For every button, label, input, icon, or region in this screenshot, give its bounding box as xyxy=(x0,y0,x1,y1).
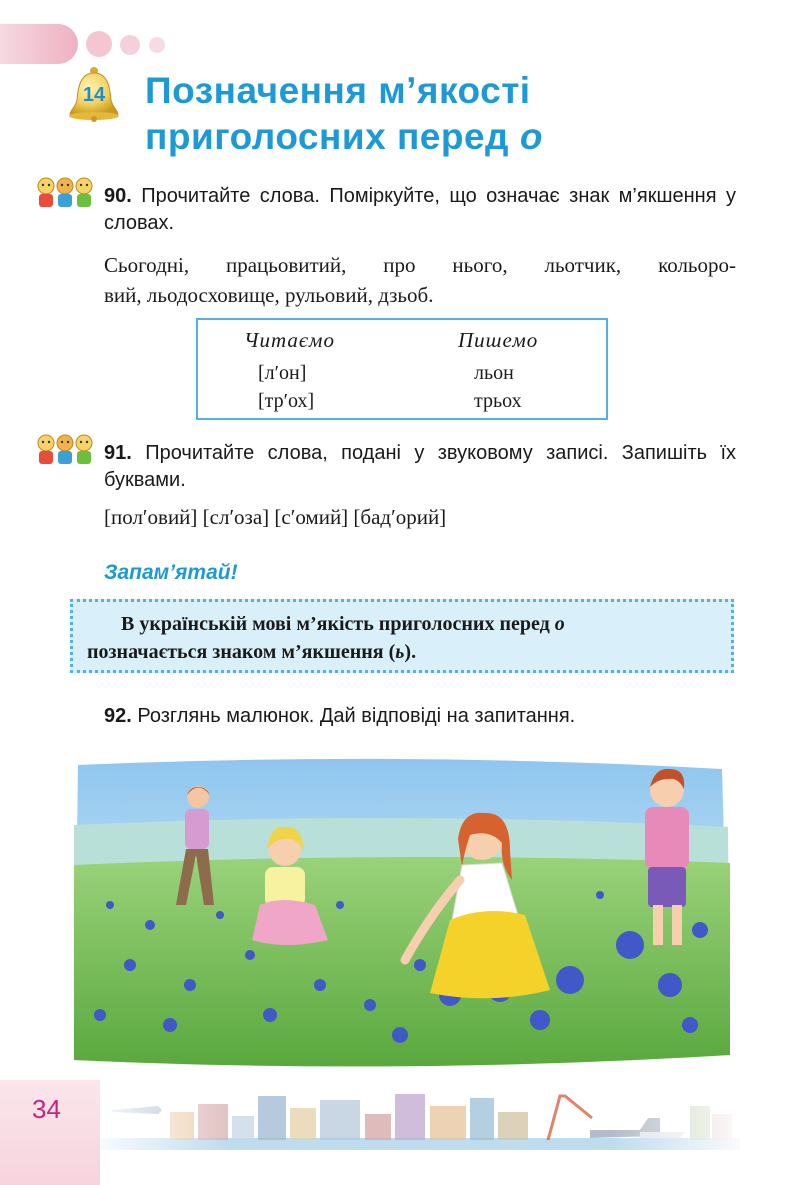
words-line-1: Сьогодні, працьовитий, про нього, льотчик, кольоро- xyxy=(104,253,736,277)
page-title xyxy=(145,68,765,160)
remember-label: Запам’ятай! xyxy=(104,561,238,584)
page-number: 34 xyxy=(32,1094,61,1124)
rule-line-2 xyxy=(87,638,719,666)
city-skyline-decoration xyxy=(100,1088,740,1150)
task-90-number: 90. xyxy=(104,185,132,207)
rule-line-2-end: ). xyxy=(404,641,417,663)
header-decoration-dot xyxy=(86,31,112,57)
rule-letter-o: о xyxy=(554,613,565,635)
rule-line-1-text: В українській мові м’якість приголосних перед xyxy=(121,613,555,635)
header-decoration-bar xyxy=(0,24,78,64)
table-header-write: Пишемо xyxy=(458,328,539,352)
title-line-2 xyxy=(145,114,765,160)
task-90-text: Прочитайте слова. Поміркуйте, що означає знак м’якшення у словах. xyxy=(104,185,736,234)
task-92-text: Розглянь малюнок. Дай відповіді на запитання. xyxy=(137,705,576,727)
read-write-table xyxy=(196,318,608,420)
title-line-2-text: приголосних перед xyxy=(145,116,520,157)
table-cell-read: [тр′ох] xyxy=(258,390,315,412)
task-91-number: 91. xyxy=(104,442,132,464)
title-line-1: Позначення м’якості xyxy=(145,70,531,111)
header-decoration-dot xyxy=(149,37,165,53)
task-91-transcriptions: [пол′овий] [сл′оза] [с′омий] [бад′орий] xyxy=(104,505,447,529)
task-90 xyxy=(104,183,736,237)
lesson-number: 14 xyxy=(82,84,106,106)
table-cell-read: [л′он] xyxy=(258,362,307,384)
rule-letter-soft-sign: ь xyxy=(395,641,405,663)
table-cell-write: льон xyxy=(474,362,514,384)
group-work-icon xyxy=(34,432,96,466)
task-92-number: 92. xyxy=(104,705,132,727)
title-letter-o: о xyxy=(519,116,543,157)
table-header-read: Читаємо xyxy=(244,328,335,352)
field-illustration xyxy=(70,755,732,1070)
rule-line-2-text: позначається знаком м’якшення ( xyxy=(87,641,396,663)
group-work-icon xyxy=(34,175,96,209)
task-91-text: Прочитайте слова, подані у звуковому записі. Запишіть їх буквами. xyxy=(104,442,736,491)
header-decoration-dot xyxy=(120,35,140,55)
rule-box xyxy=(70,599,734,673)
task-91 xyxy=(104,440,736,494)
table-cell-write: трьох xyxy=(474,390,522,412)
task-92 xyxy=(104,705,575,728)
rule-line-1 xyxy=(87,610,719,638)
words-line-2: вий, льодосховище, рульовий, дзьоб. xyxy=(104,283,434,307)
task-90-words xyxy=(104,250,736,310)
